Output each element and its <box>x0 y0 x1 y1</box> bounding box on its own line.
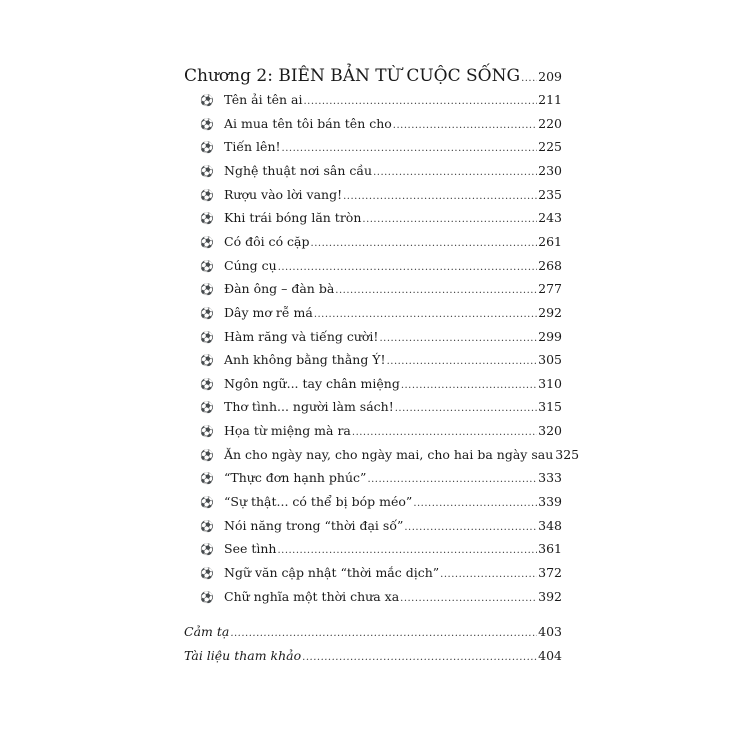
toc-item-title: Cúng cụ <box>224 257 277 273</box>
endmatter-page-number: 404 <box>538 648 562 663</box>
endmatter-title: Tài liệu tham khảo <box>184 648 302 663</box>
toc-item <box>200 305 562 325</box>
toc-item-page-number: 243 <box>538 210 562 226</box>
dot-leader <box>400 593 537 604</box>
toc-item <box>200 92 562 112</box>
soccer-ball-icon: ⚽ <box>200 472 214 486</box>
toc-item-page-number: 299 <box>538 328 562 344</box>
toc-item-title: Có đôi có cặp <box>224 233 310 249</box>
dot-leader <box>395 403 537 414</box>
toc-item <box>200 494 562 514</box>
dot-leader <box>521 73 537 84</box>
toc-item <box>200 518 562 538</box>
soccer-ball-icon: ⚽ <box>200 448 214 462</box>
soccer-ball-icon: ⚽ <box>200 590 214 604</box>
dot-leader <box>282 143 538 154</box>
toc-item-title: Thơ tình... người làm sách! <box>224 399 394 415</box>
soccer-ball-icon: ⚽ <box>200 330 214 344</box>
toc-item-page-number: 230 <box>538 162 562 178</box>
toc-item-page-number: 325 <box>555 446 580 462</box>
toc-item <box>200 541 562 561</box>
soccer-ball-icon: ⚽ <box>200 543 214 557</box>
soccer-ball-icon: ⚽ <box>200 306 214 320</box>
toc-item-title: “Sự thật... có thể bị bóp méo” <box>224 494 413 510</box>
toc-item <box>200 352 562 372</box>
soccer-ball-icon: ⚽ <box>200 94 214 107</box>
toc-item-page-number: 211 <box>538 92 562 107</box>
chapter-page-number: 209 <box>538 69 562 84</box>
toc-item-page-number: 268 <box>538 257 562 273</box>
toc-item <box>200 163 562 183</box>
endmatter-item <box>184 648 562 663</box>
toc-item-page-number: 339 <box>538 494 562 510</box>
dot-leader <box>277 545 537 556</box>
dot-leader <box>230 628 537 639</box>
toc-item-title: Rượu vào lời vang! <box>224 186 343 202</box>
soccer-ball-icon: ⚽ <box>200 567 214 580</box>
toc-item-title: Hàm răng và tiếng cười! <box>224 328 379 344</box>
toc-item-page-number: 348 <box>538 517 562 533</box>
toc-item <box>200 116 562 136</box>
toc-item-title: Nói năng trong “thời đại số” <box>224 517 404 533</box>
dot-leader <box>311 238 538 249</box>
toc-item-page-number: 277 <box>538 281 562 297</box>
dot-leader <box>302 652 537 663</box>
dot-leader <box>387 356 538 367</box>
soccer-ball-icon: ⚽ <box>200 377 214 391</box>
toc-item-title: “Thực đơn hạnh phúc” <box>224 470 367 486</box>
toc-item <box>200 423 562 443</box>
chapter-heading <box>184 66 562 86</box>
toc-item-title: Anh không bằng thằng Ý! <box>224 352 386 368</box>
soccer-ball-icon: ⚽ <box>200 283 214 297</box>
soccer-ball-icon: ⚽ <box>200 188 214 202</box>
endmatter-title: Cảm tạ <box>184 624 230 639</box>
toc-item-page-number: 310 <box>538 375 562 391</box>
endmatter-item <box>184 624 562 639</box>
toc-item-title: Ngôn ngữ... tay chân miệng <box>224 375 400 391</box>
toc-item-page-number: 333 <box>538 470 562 486</box>
dot-leader <box>440 569 537 580</box>
dot-leader <box>278 262 537 273</box>
toc-item-page-number: 320 <box>538 423 562 439</box>
toc-item <box>200 329 562 349</box>
toc-item-page-number: 225 <box>538 139 562 155</box>
toc-item-title: Tiến lên! <box>224 139 281 155</box>
toc-item-title: Đàn ông – đàn bà <box>224 281 335 297</box>
toc-item-page-number: 361 <box>538 541 562 557</box>
dot-leader <box>379 333 537 344</box>
toc-item-title: Chữ nghĩa một thời chưa xa <box>224 588 400 604</box>
dot-leader <box>373 167 537 178</box>
toc-item-title: Dây mơ rễ má <box>224 304 313 320</box>
toc-item-title: Khi trái bóng lăn tròn <box>224 210 362 226</box>
soccer-ball-icon: ⚽ <box>200 401 214 415</box>
toc-item <box>200 187 562 207</box>
toc-item-title: See tình <box>224 541 277 557</box>
soccer-ball-icon: ⚽ <box>200 164 214 178</box>
toc-item <box>200 565 562 585</box>
toc-item-page-number: 392 <box>538 588 562 604</box>
toc-item-page-number: 315 <box>538 399 562 415</box>
dot-leader <box>401 380 537 391</box>
soccer-ball-icon: ⚽ <box>200 425 214 439</box>
toc-item <box>200 281 562 301</box>
soccer-ball-icon: ⚽ <box>200 259 214 273</box>
soccer-ball-icon: ⚽ <box>200 496 214 510</box>
toc-item <box>200 399 562 419</box>
dot-leader <box>343 191 537 202</box>
toc-item <box>200 376 562 396</box>
toc-item <box>200 470 562 490</box>
dot-leader <box>314 309 537 320</box>
toc-item-page-number: 220 <box>538 115 562 131</box>
dot-leader <box>413 498 537 509</box>
soccer-ball-icon: ⚽ <box>200 141 214 155</box>
dot-leader <box>335 285 537 296</box>
soccer-ball-icon: ⚽ <box>200 117 214 131</box>
toc-item-title: Ngữ văn cập nhật “thời mắc dịch” <box>224 565 440 580</box>
soccer-ball-icon: ⚽ <box>200 235 214 249</box>
soccer-ball-icon: ⚽ <box>200 519 214 533</box>
dot-leader <box>362 214 537 225</box>
dot-leader <box>367 474 537 485</box>
toc-item <box>200 258 562 278</box>
toc-item-page-number: 235 <box>538 186 562 202</box>
dot-leader <box>303 96 537 107</box>
toc-item <box>200 210 562 230</box>
toc-item <box>200 234 562 254</box>
toc-item-page-number: 305 <box>538 352 562 368</box>
endmatter-page-number: 403 <box>538 624 562 639</box>
toc-item <box>200 589 562 609</box>
dot-leader <box>352 427 537 438</box>
toc-item-page-number: 292 <box>538 304 562 320</box>
dot-leader <box>393 120 537 131</box>
soccer-ball-icon: ⚽ <box>200 212 214 226</box>
toc-item-title: Tên ải tên ai <box>224 92 303 107</box>
soccer-ball-icon: ⚽ <box>200 354 214 368</box>
chapter-title: Chương 2: BIÊN BẢN TỪ CUỘC SỐNG <box>184 66 521 86</box>
toc-item-title: Ai mua tên tôi bán tên cho <box>224 115 392 131</box>
toc-item <box>200 446 580 467</box>
dot-leader <box>404 522 537 533</box>
toc-item-page-number: 261 <box>538 233 562 249</box>
toc-item-title: Họa từ miệng mà ra <box>224 423 351 439</box>
toc-item <box>200 139 562 159</box>
toc-item-title: Ăn cho ngày nay, cho ngày mai, cho hai ba ngày sau <box>224 446 554 462</box>
toc-item-title: Nghệ thuật nơi sân cầu <box>224 162 373 178</box>
toc-item-page-number: 372 <box>538 565 562 580</box>
